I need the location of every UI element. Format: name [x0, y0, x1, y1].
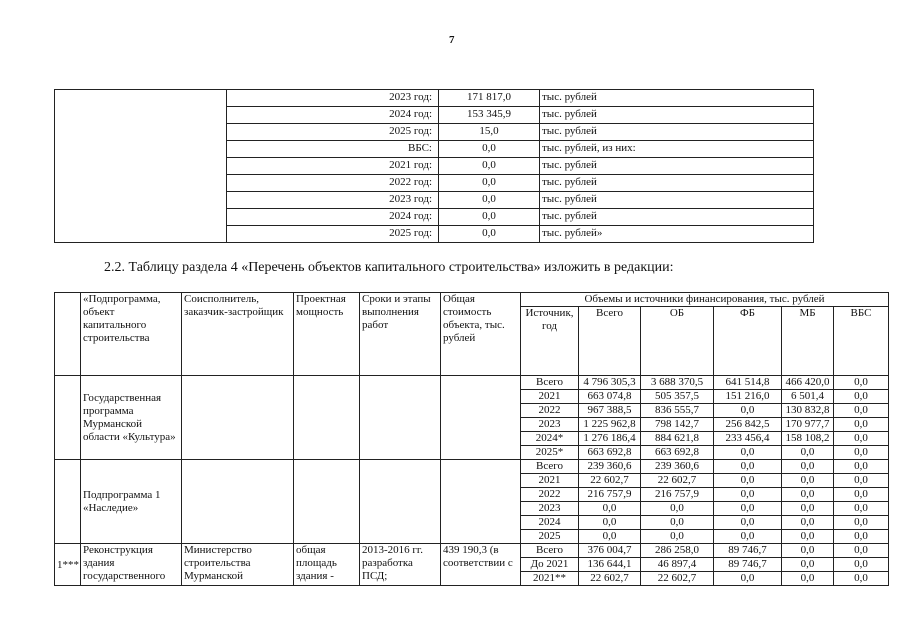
cell-mb: 158 108,2: [782, 432, 834, 446]
empty-cell: [294, 460, 360, 544]
cell-source: 2023: [521, 502, 579, 516]
program-name: Подпрограмма 1 «Наследие»: [81, 460, 182, 544]
cell-source: 2023: [521, 418, 579, 432]
cell-ob: 22 602,7: [641, 572, 714, 586]
cell-vbs: 0,0: [834, 418, 889, 432]
funding-label: 2023 год:: [227, 192, 439, 209]
cell-total: 216 757,9: [579, 488, 641, 502]
cell-mb: 170 977,7: [782, 418, 834, 432]
funding-unit: тыс. рублей, из них:: [540, 141, 814, 158]
cell-fb: 233 456,4: [714, 432, 782, 446]
cell-source: 2021: [521, 390, 579, 404]
funding-value: 171 817,0: [439, 90, 540, 107]
subheader-total: Всего: [579, 307, 641, 376]
cell-total: 4 796 305,3: [579, 376, 641, 390]
cell-total: 967 388,5: [579, 404, 641, 418]
header-cost: Общая стоимость объекта, тыс. рублей: [441, 293, 521, 376]
header-stages: Сроки и этапы выполнения работ: [360, 293, 441, 376]
subheader-vbs: ВБС: [834, 307, 889, 376]
cell-source: 2021**: [521, 572, 579, 586]
row-number: [55, 376, 81, 460]
funding-value: 0,0: [439, 192, 540, 209]
cell-fb: 89 746,7: [714, 558, 782, 572]
cell-vbs: 0,0: [834, 460, 889, 474]
cell-total: 0,0: [579, 516, 641, 530]
empty-cell: [360, 376, 441, 460]
table-row: [55, 376, 889, 390]
capital-objects-table: [54, 292, 889, 586]
cell-vbs: 0,0: [834, 432, 889, 446]
cell-vbs: 0,0: [834, 530, 889, 544]
cell-total: 22 602,7: [579, 572, 641, 586]
subheader-ob: ОБ: [641, 307, 714, 376]
cell-fb: 0,0: [714, 460, 782, 474]
funding-unit: тыс. рублей: [540, 192, 814, 209]
funding-value: 15,0: [439, 124, 540, 141]
cell-source: 2022: [521, 488, 579, 502]
funding-unit: тыс. рублей: [540, 124, 814, 141]
funding-unit: тыс. рублей»: [540, 226, 814, 243]
subheader-fb: ФБ: [714, 307, 782, 376]
header-capacity: Проектная мощность: [294, 293, 360, 376]
cell-vbs: 0,0: [834, 474, 889, 488]
object-stages: 2013-2016 гг. разработка ПСД;: [360, 544, 441, 586]
cell-total: 663 074,8: [579, 390, 641, 404]
cell-vbs: 0,0: [834, 390, 889, 404]
cell-vbs: 0,0: [834, 558, 889, 572]
empty-cell: [182, 460, 294, 544]
empty-cell: [441, 376, 521, 460]
program-name: Государственная программа Мурманской области «Культура»: [81, 376, 182, 460]
cell-fb: 641 514,8: [714, 376, 782, 390]
cell-mb: 0,0: [782, 544, 834, 558]
cell-fb: 151 216,0: [714, 390, 782, 404]
cell-mb: 0,0: [782, 474, 834, 488]
cell-mb: 0,0: [782, 516, 834, 530]
cell-vbs: 0,0: [834, 516, 889, 530]
cell-mb: 0,0: [782, 460, 834, 474]
cell-source: 2024: [521, 516, 579, 530]
funding-label: 2023 год:: [227, 90, 439, 107]
header-financing: Объемы и источники финансирования, тыс. рублей: [521, 293, 889, 307]
cell-fb: 0,0: [714, 404, 782, 418]
cell-vbs: 0,0: [834, 446, 889, 460]
table-row: [55, 460, 889, 474]
cell-vbs: 0,0: [834, 488, 889, 502]
funding-label: 2024 год:: [227, 209, 439, 226]
cell-ob: 3 688 370,5: [641, 376, 714, 390]
cell-mb: 0,0: [782, 530, 834, 544]
header-num-cell: [55, 293, 81, 376]
funding-summary-table: [54, 89, 814, 243]
cell-ob: 0,0: [641, 516, 714, 530]
funding-label: 2024 год:: [227, 107, 439, 124]
cell-source: 2025*: [521, 446, 579, 460]
cell-mb: 0,0: [782, 572, 834, 586]
empty-cell: [182, 376, 294, 460]
funding-label: 2022 год:: [227, 175, 439, 192]
cell-fb: 0,0: [714, 516, 782, 530]
cell-mb: 466 420,0: [782, 376, 834, 390]
cell-fb: 0,0: [714, 474, 782, 488]
cell-ob: 663 692,8: [641, 446, 714, 460]
funding-unit: тыс. рублей: [540, 107, 814, 124]
funding-label: ВБС:: [227, 141, 439, 158]
funding-label: 2021 год:: [227, 158, 439, 175]
cell-fb: 0,0: [714, 530, 782, 544]
cell-source: 2024*: [521, 432, 579, 446]
cell-total: 0,0: [579, 502, 641, 516]
funding-label: 2025 год:: [227, 124, 439, 141]
empty-cell: [441, 460, 521, 544]
cell-total: 663 692,8: [579, 446, 641, 460]
funding-label: 2025 год:: [227, 226, 439, 243]
cell-source: Всего: [521, 460, 579, 474]
funding-value: 0,0: [439, 226, 540, 243]
cell-fb: 0,0: [714, 446, 782, 460]
cell-total: 136 644,1: [579, 558, 641, 572]
cell-ob: 836 555,7: [641, 404, 714, 418]
cell-source: Всего: [521, 544, 579, 558]
cell-ob: 22 602,7: [641, 474, 714, 488]
cell-mb: 0,0: [782, 446, 834, 460]
funding-unit: тыс. рублей: [540, 209, 814, 226]
header-program: «Подпрограмма, объект капитального строительства: [81, 293, 182, 376]
empty-cell: [294, 376, 360, 460]
funding-unit: тыс. рублей: [540, 175, 814, 192]
cell-source: 2021: [521, 474, 579, 488]
cell-source: До 2021: [521, 558, 579, 572]
cell-ob: 286 258,0: [641, 544, 714, 558]
cell-vbs: 0,0: [834, 544, 889, 558]
section-paragraph: 2.2. Таблицу раздела 4 «Перечень объектов капитального строительства» изложить в редакции:: [104, 260, 674, 275]
subheader-mb: МБ: [782, 307, 834, 376]
cell-total: 22 602,7: [579, 474, 641, 488]
object-name: Реконструкция здания государственного: [81, 544, 182, 586]
cell-source: 2022: [521, 404, 579, 418]
cell-vbs: 0,0: [834, 376, 889, 390]
funding-row: [55, 90, 814, 107]
cell-source: 2025: [521, 530, 579, 544]
header-row: [55, 293, 889, 307]
cell-fb: 0,0: [714, 502, 782, 516]
cell-fb: 0,0: [714, 572, 782, 586]
funding-value: 0,0: [439, 141, 540, 158]
funding-unit: тыс. рублей: [540, 158, 814, 175]
cell-ob: 505 357,5: [641, 390, 714, 404]
cell-total: 1 276 186,4: [579, 432, 641, 446]
funding-value: 0,0: [439, 175, 540, 192]
cell-vbs: 0,0: [834, 502, 889, 516]
cell-mb: 130 832,8: [782, 404, 834, 418]
header-executor: Соисполнитель, заказчик-застройщик: [182, 293, 294, 376]
cell-fb: 0,0: [714, 488, 782, 502]
empty-cell: [360, 460, 441, 544]
cell-total: 1 225 962,8: [579, 418, 641, 432]
subheader-source: Источник, год: [521, 307, 579, 376]
funding-unit: тыс. рублей: [540, 90, 814, 107]
funding-value: 153 345,9: [439, 107, 540, 124]
object-number: 1***: [55, 544, 81, 586]
cell-total: 239 360,6: [579, 460, 641, 474]
cell-source: Всего: [521, 376, 579, 390]
cell-fb: 89 746,7: [714, 544, 782, 558]
funding-value: 0,0: [439, 158, 540, 175]
cell-vbs: 0,0: [834, 572, 889, 586]
cell-mb: 0,0: [782, 558, 834, 572]
cell-mb: 0,0: [782, 488, 834, 502]
cell-ob: 239 360,6: [641, 460, 714, 474]
object-executor: Министерство строительства Мурманской: [182, 544, 294, 586]
page-number: 7: [449, 34, 455, 46]
empty-label-cell: [55, 90, 227, 243]
cell-ob: 216 757,9: [641, 488, 714, 502]
cell-vbs: 0,0: [834, 404, 889, 418]
cell-total: 0,0: [579, 530, 641, 544]
cell-ob: 46 897,4: [641, 558, 714, 572]
object-cost: 439 190,3 (в соответствии с: [441, 544, 521, 586]
cell-ob: 798 142,7: [641, 418, 714, 432]
funding-value: 0,0: [439, 209, 540, 226]
object-row: [55, 544, 889, 558]
object-capacity: общая площадь здания -: [294, 544, 360, 586]
cell-mb: 6 501,4: [782, 390, 834, 404]
row-number: [55, 460, 81, 544]
cell-ob: 884 621,8: [641, 432, 714, 446]
cell-mb: 0,0: [782, 502, 834, 516]
cell-fb: 256 842,5: [714, 418, 782, 432]
cell-ob: 0,0: [641, 502, 714, 516]
cell-total: 376 004,7: [579, 544, 641, 558]
cell-ob: 0,0: [641, 530, 714, 544]
